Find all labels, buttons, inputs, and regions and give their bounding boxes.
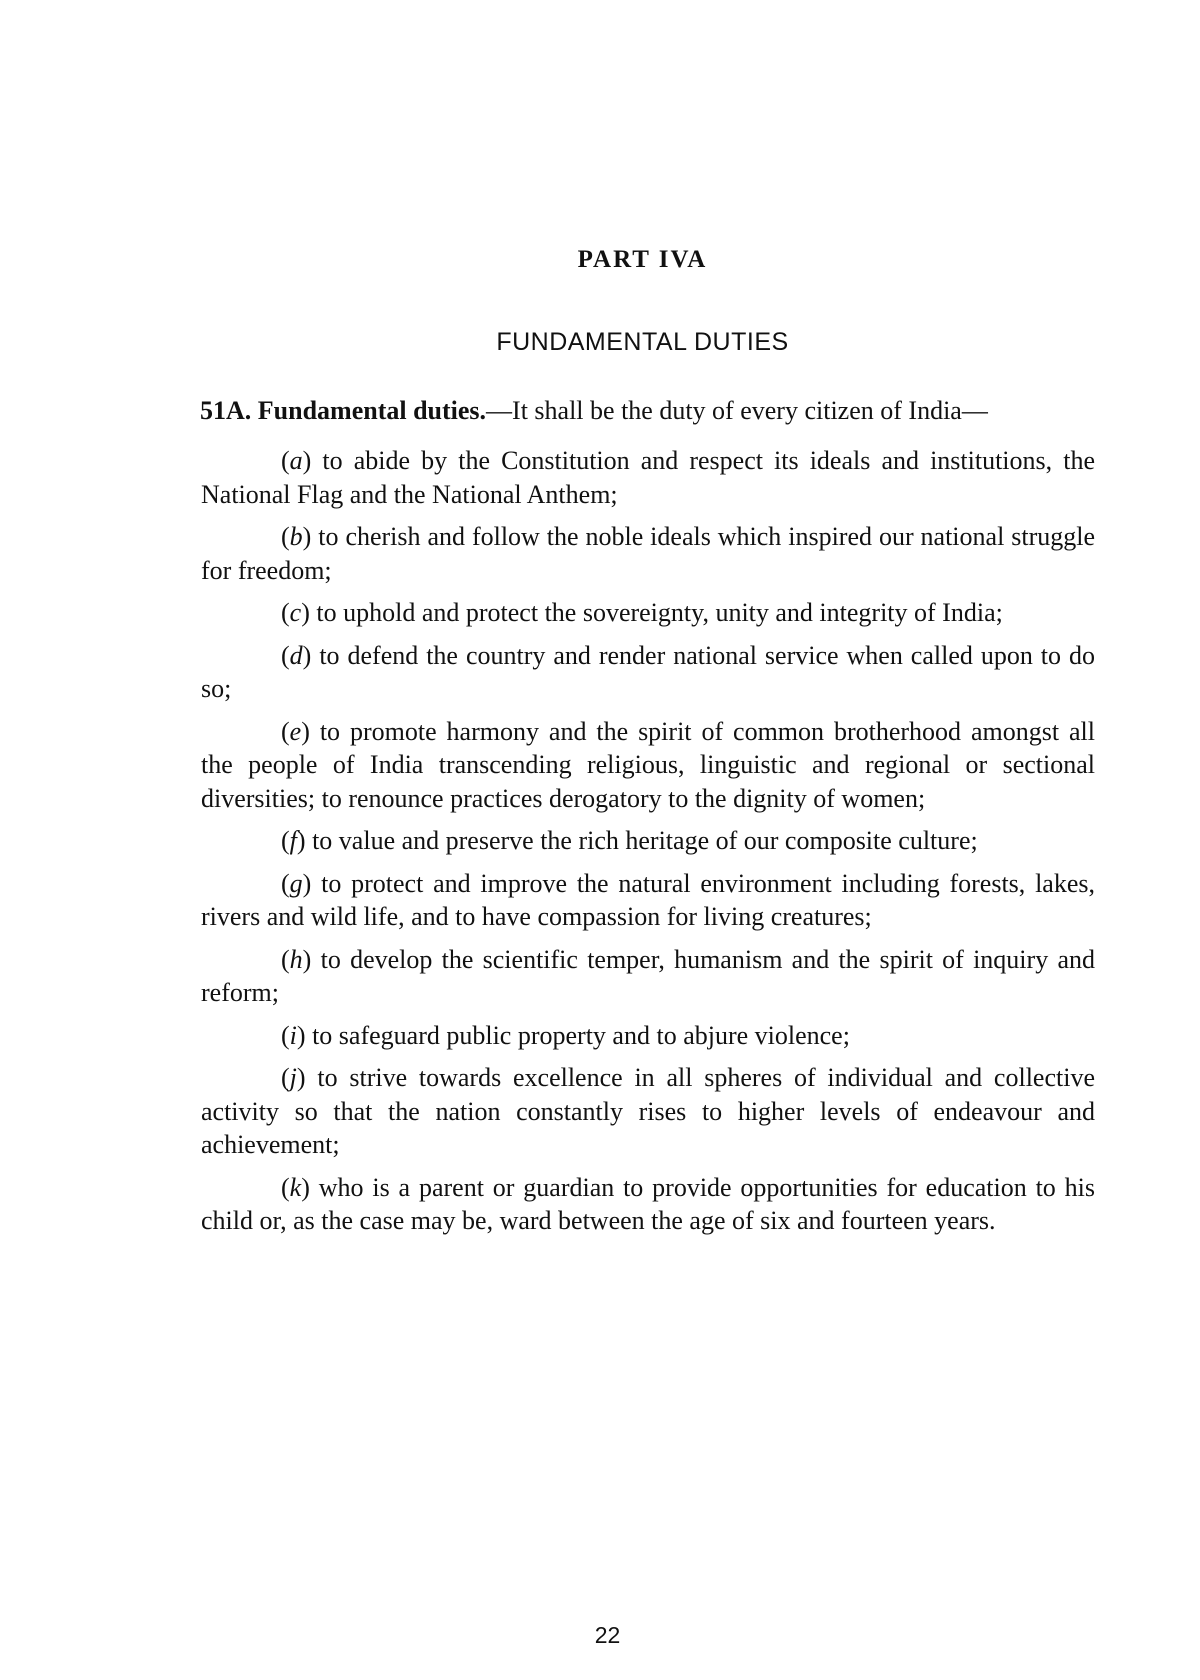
clause-marker: (i) bbox=[281, 1020, 306, 1050]
clause-marker: (f) bbox=[281, 826, 306, 855]
clause-marker: (a) bbox=[281, 446, 312, 475]
clause-item bbox=[201, 1019, 1095, 1053]
article-intro bbox=[120, 394, 1095, 427]
article-intro-text: —It shall be the duty of every citizen of India— bbox=[486, 396, 988, 425]
clause-text: to develop the scientific temper, humanism and the spirit of inquiry and reform; bbox=[201, 944, 1095, 1007]
clause-marker: (b) bbox=[281, 522, 312, 551]
section-heading: FUNDAMENTAL DUTIES bbox=[496, 328, 789, 356]
clause-text: to defend the country and render national service when called upon to do so; bbox=[201, 640, 1095, 703]
clause-text: to promote harmony and the spirit of common brotherhood amongst all the people of India transcending religious, linguistic and regional or sectional diversities; to renounce practices derogatory to the dignity of women; bbox=[201, 716, 1095, 813]
clause-text: who is a parent or guardian to provide opportunities for education to his child or, as the case may be, ward between the age of six and fourteen years. bbox=[201, 1172, 1095, 1235]
clause-text: to strive towards excellence in all spheres of individual and collective activity so that the nation constantly rises to higher levels of endeavour and achievement; bbox=[201, 1063, 1095, 1159]
clause-text: to uphold and protect the sovereignty, unity and integrity of India; bbox=[309, 598, 1003, 627]
clause-marker: (d) bbox=[281, 640, 312, 670]
clause-item bbox=[201, 639, 1095, 706]
clause-marker: (j) bbox=[281, 1063, 306, 1092]
page-number: 22 bbox=[594, 1622, 621, 1648]
clause-text: to value and preserve the rich heritage of our composite culture; bbox=[305, 826, 978, 855]
clause-item bbox=[201, 1061, 1095, 1162]
clause-item bbox=[201, 824, 1095, 858]
clause-item bbox=[201, 943, 1095, 1010]
clause-marker: (c) bbox=[281, 598, 310, 627]
clause-text: to safeguard public property and to abjure violence; bbox=[305, 1020, 850, 1050]
clause-item bbox=[201, 520, 1095, 587]
clause-text: to protect and improve the natural environment including forests, lakes, rivers and wild life, and to have compassion for living creatures; bbox=[201, 868, 1095, 931]
clause-list bbox=[201, 444, 1095, 1247]
clause-text: to abide by the Constitution and respect its ideals and institutions, the National Flag and the National Anthem; bbox=[201, 446, 1095, 509]
clause-text: to cherish and follow the noble ideals which inspired our national struggle for freedom; bbox=[201, 522, 1095, 585]
clause-marker: (e) bbox=[281, 716, 310, 746]
part-title: PART IVA bbox=[577, 246, 708, 273]
clause-marker: (h) bbox=[281, 944, 312, 974]
clause-item bbox=[201, 715, 1095, 816]
clause-item bbox=[201, 867, 1095, 934]
clause-item bbox=[201, 1171, 1095, 1238]
clause-marker: (k) bbox=[281, 1172, 310, 1202]
clause-marker: (g) bbox=[281, 868, 312, 898]
clause-item bbox=[201, 444, 1095, 511]
clause-item bbox=[201, 596, 1095, 630]
article-title: 51A. Fundamental duties. bbox=[200, 396, 487, 425]
